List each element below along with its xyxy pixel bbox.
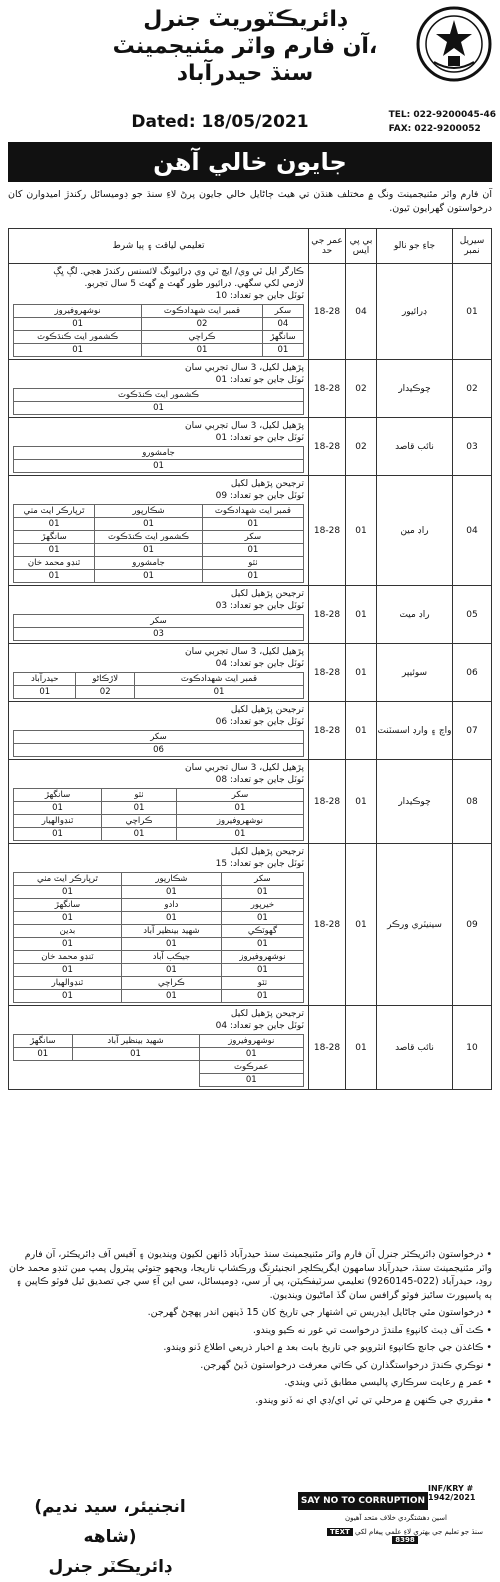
district-name: ڪراچي bbox=[121, 977, 221, 990]
district-table bbox=[13, 504, 304, 583]
signature-block bbox=[10, 1492, 210, 1582]
district-name: سانگهڙ bbox=[14, 1035, 73, 1048]
district-name-row bbox=[14, 815, 304, 828]
district-count: 01 bbox=[14, 402, 304, 415]
age-cell: 18-28 bbox=[309, 760, 346, 844]
header-serial: سيريل نمبر bbox=[453, 229, 492, 264]
title-line: آن فارم واٽر مئنيجمينٽ، bbox=[112, 34, 378, 59]
district-name: ٽنڊو محمد خان bbox=[14, 557, 95, 570]
instruction-item: • عمر ۾ رعايت سرڪاري پاليسي مطابق ڏني ويندي. bbox=[284, 1377, 492, 1388]
district-count: 01 bbox=[121, 938, 221, 951]
sms-number: 8398 bbox=[392, 1536, 417, 1544]
table-row bbox=[9, 264, 492, 360]
district-count-row bbox=[14, 344, 304, 357]
qualification-line: پڙهيل لکيل، 3 سال تجربي سان bbox=[185, 421, 304, 431]
serial-cell: 08 bbox=[453, 760, 492, 844]
district-count-row bbox=[14, 938, 304, 951]
qualification-line: ٽوٽل جاين جو تعداد: 03 bbox=[215, 601, 304, 611]
district-name: ٿرپارڪر ايٽ مٺي bbox=[14, 505, 95, 518]
district-name: ٽنڊو محمد خان bbox=[14, 951, 122, 964]
district-name: ٺٽو bbox=[102, 789, 177, 802]
district-table bbox=[13, 614, 304, 641]
qualification-cell bbox=[9, 586, 309, 644]
qualification-cell bbox=[9, 476, 309, 586]
district-count-row bbox=[14, 544, 304, 557]
qualification-line: ٽوٽل جاين جو تعداد: 06 bbox=[215, 717, 304, 727]
district-name: سکر bbox=[202, 531, 303, 544]
district-count: 01 bbox=[14, 802, 102, 815]
district-name: قمبر ايٽ شهدادڪوٽ bbox=[142, 305, 263, 318]
district-count-row bbox=[14, 460, 304, 473]
intro-text: آن فارم واٽر مئنيجمينٽ ونگ ۾ مختلف هنڌن تي هيٺ ڄاڻايل خالي جايون پرڻ لاءِ سنڌ جو ڊوميسائل رکندڙ اميدوارن کان درخواستون گهرايون ٿيون. bbox=[8, 189, 492, 214]
district-name: شڪارپور bbox=[95, 505, 203, 518]
table-header-row bbox=[9, 229, 492, 264]
fax-number: FAX: 022-9200052 bbox=[388, 124, 481, 134]
district-count: 01 bbox=[14, 570, 95, 583]
district-name-row bbox=[14, 531, 304, 544]
district-count-row bbox=[14, 1074, 304, 1087]
district-name: ٽنڊوالهيار bbox=[14, 977, 122, 990]
district-name: حيدرآباد bbox=[14, 673, 76, 686]
district-name-row bbox=[14, 899, 304, 912]
instruction-item: • ڪاغذن جي جانچ ڪانپوءِ انٽرويو جي تاريخ بابت بعد ۾ اخبار ذريعي اطلاع ڏنو ويندو. bbox=[163, 1342, 492, 1353]
post-cell: سوئيپر bbox=[377, 644, 453, 702]
district-name: ٽنڊوالهيار bbox=[14, 815, 102, 828]
signature-name: (انجنيئر، سيد نديم شاهه) bbox=[34, 1497, 186, 1547]
sms-line bbox=[320, 1528, 490, 1544]
age-cell: 18-28 bbox=[309, 1006, 346, 1090]
table-row bbox=[9, 644, 492, 702]
qualification-line: ڪارگر ايل ٽي وي/ ايڇ ٽي وي ڊرائيونگ لائسنس رکندڙ هجي. لڳ ڀڳ bbox=[53, 267, 304, 277]
district-count: 01 bbox=[14, 938, 122, 951]
tel-number: TEL: 022-9200045-46 bbox=[388, 110, 496, 120]
district-count: 01 bbox=[102, 802, 177, 815]
district-count-row bbox=[14, 570, 304, 583]
serial-cell: 05 bbox=[453, 586, 492, 644]
district-count: 01 bbox=[14, 964, 122, 977]
anti-terror-line: اسين دهشتگردي خلاف متحد آهيون bbox=[345, 1514, 447, 1522]
serial-cell: 04 bbox=[453, 476, 492, 586]
header-bps: بي پي ايس bbox=[346, 229, 377, 264]
title-line: ڊائريڪٽوريٽ جنرل bbox=[143, 7, 347, 32]
bps-cell: 01 bbox=[346, 476, 377, 586]
district-name: نوشهروفيروز bbox=[14, 305, 142, 318]
district-count: 01 bbox=[95, 518, 203, 531]
district-count: 03 bbox=[14, 628, 304, 641]
age-cell: 18-28 bbox=[309, 476, 346, 586]
district-count: 01 bbox=[14, 686, 76, 699]
serial-cell: 01 bbox=[453, 264, 492, 360]
district-name: سانگهڙ bbox=[14, 531, 95, 544]
organization-title bbox=[90, 6, 400, 87]
table-row bbox=[9, 418, 492, 476]
district-count: 01 bbox=[221, 990, 303, 1003]
district-name-row bbox=[14, 331, 304, 344]
sindh-government-seal-icon bbox=[414, 4, 494, 88]
contact-info bbox=[389, 108, 496, 136]
district-name: سانگهڙ bbox=[14, 789, 102, 802]
age-cell: 18-28 bbox=[309, 264, 346, 360]
district-name: ڪشمور ايٽ ڪنڌڪوٽ bbox=[14, 389, 304, 402]
post-cell: سينيٽري ورڪر bbox=[377, 844, 453, 1006]
district-name: ڪشمور ايٽ ڪنڌڪوٽ bbox=[95, 531, 203, 544]
district-count: 01 bbox=[262, 344, 303, 357]
district-count: 01 bbox=[14, 518, 95, 531]
district-count: 01 bbox=[14, 318, 142, 331]
district-count: 01 bbox=[14, 460, 304, 473]
district-name-row bbox=[14, 305, 304, 318]
district-count: 01 bbox=[14, 886, 122, 899]
age-cell: 18-28 bbox=[309, 586, 346, 644]
district-name-row bbox=[14, 951, 304, 964]
district-name: ٿرپارڪر ايٽ مٺي bbox=[14, 873, 122, 886]
district-name: نوشهروفيروز bbox=[221, 951, 303, 964]
district-count: 01 bbox=[199, 1048, 303, 1061]
qualification-cell bbox=[9, 844, 309, 1006]
qualification-cell bbox=[9, 1006, 309, 1090]
post-cell: نائب قاصد bbox=[377, 1006, 453, 1090]
qualification-cell bbox=[9, 702, 309, 760]
district-count: 01 bbox=[72, 1048, 199, 1061]
inf-number: INF/KRY # 1942/2021 bbox=[428, 1484, 476, 1502]
qualification-line: ٽوٽل جاين جو تعداد: 04 bbox=[215, 1021, 304, 1031]
district-name-row bbox=[14, 673, 304, 686]
bps-cell: 02 bbox=[346, 418, 377, 476]
district-name: ڪراچي bbox=[142, 331, 263, 344]
district-count: 06 bbox=[14, 744, 304, 757]
qualification-cell bbox=[9, 760, 309, 844]
district-name: ڪشمور ايٽ ڪنڌڪوٽ bbox=[14, 331, 142, 344]
bps-cell: 01 bbox=[346, 760, 377, 844]
post-cell: چوڪيدار bbox=[377, 360, 453, 418]
district-count: 01 bbox=[14, 344, 142, 357]
district-name-row bbox=[14, 925, 304, 938]
district-count: 01 bbox=[14, 828, 102, 841]
district-count: 01 bbox=[95, 544, 203, 557]
district-count-row bbox=[14, 828, 304, 841]
district-count: 01 bbox=[14, 912, 122, 925]
district-count-row bbox=[14, 402, 304, 415]
table-row bbox=[9, 760, 492, 844]
age-cell: 18-28 bbox=[309, 418, 346, 476]
district-count: 01 bbox=[121, 990, 221, 1003]
bps-cell: 01 bbox=[346, 644, 377, 702]
district-name-row bbox=[14, 615, 304, 628]
district-count-row bbox=[14, 318, 304, 331]
district-table bbox=[13, 304, 304, 357]
qualification-line: پڙهيل لکيل، 3 سال تجربي سان bbox=[185, 363, 304, 373]
instruction-item: • نوڪري ڪندڙ درخواستگذارن کي ڪاتي معرفت درخواستون ڏيڻ گهرجن. bbox=[200, 1359, 492, 1371]
qualification-line: ترجيحن پڙهيل لکيل bbox=[230, 847, 304, 857]
district-name: جامشورو bbox=[95, 557, 203, 570]
district-count: 01 bbox=[14, 1048, 73, 1061]
district-table bbox=[13, 388, 304, 415]
table-row bbox=[9, 586, 492, 644]
table-row bbox=[9, 360, 492, 418]
district-name: جيڪب آباد bbox=[121, 951, 221, 964]
district-count: 02 bbox=[142, 318, 263, 331]
age-cell: 18-28 bbox=[309, 844, 346, 1006]
date-line: Dated: 18/05/2021 bbox=[131, 112, 309, 132]
sms-text: سنڌ جو تعليم جي بهتري لاءِ علمي پيغام لکي bbox=[354, 1528, 483, 1536]
district-name: سانگهڙ bbox=[262, 331, 303, 344]
district-name-row bbox=[14, 447, 304, 460]
district-count: 01 bbox=[199, 1074, 303, 1087]
district-count: 01 bbox=[14, 544, 95, 557]
district-name-row bbox=[14, 505, 304, 518]
table-row bbox=[9, 476, 492, 586]
district-count: 01 bbox=[176, 802, 303, 815]
post-cell: راڊ مين bbox=[377, 476, 453, 586]
serial-cell: 02 bbox=[453, 360, 492, 418]
qualification-cell bbox=[9, 644, 309, 702]
table-row bbox=[9, 702, 492, 760]
sms-badge: TEXT bbox=[327, 1528, 353, 1536]
qualification-line: پڙهيل لکيل، 3 سال تجربي سان bbox=[185, 647, 304, 657]
qualification-line: ترجيحن پڙهيل لکيل bbox=[230, 1009, 304, 1019]
district-name: سکر bbox=[14, 731, 304, 744]
district-name-row bbox=[14, 1061, 304, 1074]
qualification-line: ٽوٽل جاين جو تعداد: 08 bbox=[215, 775, 304, 785]
district-count: 01 bbox=[221, 886, 303, 899]
jobs-available-banner: جايون خالي آهن bbox=[8, 142, 492, 182]
district-count-row bbox=[14, 744, 304, 757]
district-name: شهيد بينظير آباد bbox=[72, 1035, 199, 1048]
district-name: خيرپور bbox=[221, 899, 303, 912]
district-count-row bbox=[14, 912, 304, 925]
district-count: 02 bbox=[76, 686, 134, 699]
district-count: 01 bbox=[102, 828, 177, 841]
district-name: ٺٽو bbox=[202, 557, 303, 570]
district-count-row bbox=[14, 1048, 304, 1061]
qualification-line: ٽوٽل جاين جو تعداد: 04 bbox=[215, 659, 304, 669]
district-name: شڪارپور bbox=[121, 873, 221, 886]
qualification-cell bbox=[9, 360, 309, 418]
district-name: نوشهروفيروز bbox=[199, 1035, 303, 1048]
district-table bbox=[13, 788, 304, 841]
district-name: دادو bbox=[121, 899, 221, 912]
vacancies-table bbox=[8, 228, 492, 1090]
district-name-row bbox=[14, 977, 304, 990]
district-count-row bbox=[14, 686, 304, 699]
instruction-item: • درخواستون ڊائريڪٽر جنرل آن فارم واٽر مئنيجمينٽ سنڌ حيدرآباد ڏانهن لکيون وينديون ۽ آفيس آف ڊائريڪٽر، آن فارم واٽر مئنيجمينٽ سنڌ، حيدرآباد سامهون ايگريڪلچر انجنيئرنگ ورڪشاپ ناريجا، ويجهو جتوئي پيٽرول پمپ مين ٽنڊو محمد خان روڊ، حيدرآباد (022-9260145) تعليمي سرٽيفڪيٽن، پي آر سي، ڊوميسائل، سي اين آءِ سي جي تصديق ٿيل فوٽو ڪاپين ۽ ٻه پاسپورٽ سائيز فوٽو گرافس سان گڏ اماڻيون وينديون. bbox=[9, 1249, 492, 1301]
qualification-line: ٽوٽل جاين جو تعداد: 01 bbox=[215, 433, 304, 443]
header-post: جاءِ جو نالو bbox=[377, 229, 453, 264]
district-count-row bbox=[14, 886, 304, 899]
district-name: بدين bbox=[14, 925, 122, 938]
serial-cell: 09 bbox=[453, 844, 492, 1006]
district-count: 01 bbox=[142, 344, 263, 357]
district-count-row bbox=[14, 628, 304, 641]
header-age: عمر جي حد bbox=[309, 229, 346, 264]
district-name: سکر bbox=[262, 305, 303, 318]
vacancies-body bbox=[9, 264, 492, 1090]
instruction-item: • درخواستون مٿي ڄاڻايل ايڊريس تي اشتهار جي تاريخ کان 15 ڏينهن اندر پهچڻ گهرجن. bbox=[147, 1307, 492, 1318]
qualification-line: پڙهيل لکيل، 3 سال تجربي سان bbox=[185, 763, 304, 773]
qualification-line: ٽوٽل جاين جو تعداد: 09 bbox=[215, 491, 304, 501]
bps-cell: 01 bbox=[346, 844, 377, 1006]
district-table bbox=[13, 872, 304, 1003]
signature-title: ڊائريڪٽر جنرل bbox=[48, 1557, 172, 1577]
district-name: نوشهروفيروز bbox=[176, 815, 303, 828]
district-name: سکر bbox=[14, 615, 304, 628]
district-name-row bbox=[14, 1035, 304, 1048]
age-cell: 18-28 bbox=[309, 644, 346, 702]
district-name: لاڙڪاڻو bbox=[76, 673, 134, 686]
qualification-line: ٽوٽل جاين جو تعداد: 15 bbox=[215, 859, 304, 869]
table-row bbox=[9, 844, 492, 1006]
district-count: 01 bbox=[95, 570, 203, 583]
instruction-item: • ڪٽ آف ڊيٽ کانپوءِ ملندڙ درخواست تي غور نه ڪيو ويندو. bbox=[252, 1324, 492, 1336]
post-cell: نائب قاصد bbox=[377, 418, 453, 476]
district-count: 01 bbox=[221, 938, 303, 951]
district-name-row bbox=[14, 731, 304, 744]
district-count: 01 bbox=[202, 570, 303, 583]
district-count: 01 bbox=[221, 964, 303, 977]
district-count: 01 bbox=[121, 886, 221, 899]
instructions bbox=[8, 1248, 492, 1411]
district-table bbox=[13, 1034, 304, 1087]
header-qualification: تعليمي لياقت ۽ ٻيا شرط bbox=[9, 229, 309, 264]
district-name: گهوٽڪي bbox=[221, 925, 303, 938]
district-count-row bbox=[14, 518, 304, 531]
say-no-to-corruption-badge: SAY NO TO CORRUPTION bbox=[298, 1492, 428, 1510]
district-name-row bbox=[14, 557, 304, 570]
qualification-line: لازمي لکي سگهي. ڊرائيور طور گهٽ ۾ گهٽ 5 سال تجربو. bbox=[84, 279, 304, 289]
post-cell: ڊرائيور bbox=[377, 264, 453, 360]
header bbox=[0, 0, 500, 140]
district-table bbox=[13, 730, 304, 757]
district-name: جامشورو bbox=[14, 447, 304, 460]
district-name: عمرڪوٽ bbox=[199, 1061, 303, 1074]
district-name-row bbox=[14, 389, 304, 402]
qualification-line: ٽوٽل جاين جو تعداد: 10 bbox=[215, 291, 304, 301]
district-name: سکر bbox=[221, 873, 303, 886]
age-cell: 18-28 bbox=[309, 702, 346, 760]
district-name: ٺٽو bbox=[221, 977, 303, 990]
serial-cell: 07 bbox=[453, 702, 492, 760]
bps-cell: 01 bbox=[346, 586, 377, 644]
district-name-row bbox=[14, 789, 304, 802]
district-count: 01 bbox=[202, 544, 303, 557]
post-cell: واچ ۽ وارڊ اسسٽنٽ bbox=[377, 702, 453, 760]
district-table bbox=[13, 446, 304, 473]
post-cell: چوڪيدار bbox=[377, 760, 453, 844]
qualification-cell bbox=[9, 418, 309, 476]
qualification-cell bbox=[9, 264, 309, 360]
district-count: 01 bbox=[176, 828, 303, 841]
district-name: قمبر ايٽ شهدادڪوٽ bbox=[202, 505, 303, 518]
district-count: 01 bbox=[14, 990, 122, 1003]
serial-cell: 10 bbox=[453, 1006, 492, 1090]
qualification-line: ترجيحن پڙهيل لکيل bbox=[230, 705, 304, 715]
post-cell: راڊ ميٽ bbox=[377, 586, 453, 644]
district-count: 01 bbox=[221, 912, 303, 925]
district-count-row bbox=[14, 990, 304, 1003]
district-count: 01 bbox=[121, 912, 221, 925]
bps-cell: 02 bbox=[346, 360, 377, 418]
serial-cell: 06 bbox=[453, 644, 492, 702]
district-count: 01 bbox=[121, 964, 221, 977]
qualification-line: ترجيحن پڙهيل لکيل bbox=[230, 589, 304, 599]
instruction-item: • مقرري جي ڪنهن ۾ مرحلي تي ٽي اي/ڊي اي نه ڏنو ويندو. bbox=[255, 1394, 492, 1406]
district-count: 04 bbox=[262, 318, 303, 331]
district-name: قمبر ايٽ شهدادڪوٽ bbox=[134, 673, 303, 686]
district-count-row bbox=[14, 964, 304, 977]
bps-cell: 04 bbox=[346, 264, 377, 360]
district-count: 01 bbox=[202, 518, 303, 531]
district-name: شهيد بينظير آباد bbox=[121, 925, 221, 938]
district-count: 01 bbox=[134, 686, 303, 699]
bps-cell: 01 bbox=[346, 702, 377, 760]
district-name: سکر bbox=[176, 789, 303, 802]
age-cell: 18-28 bbox=[309, 360, 346, 418]
title-line: سنڌ حيدرآباد bbox=[176, 61, 314, 86]
district-name-row bbox=[14, 873, 304, 886]
district-table bbox=[13, 672, 304, 699]
serial-cell: 03 bbox=[453, 418, 492, 476]
bps-cell: 01 bbox=[346, 1006, 377, 1090]
district-count-row bbox=[14, 802, 304, 815]
qualification-line: ٽوٽل جاين جو تعداد: 01 bbox=[215, 375, 304, 385]
qualification-line: ترجيحن پڙهيل لکيل bbox=[230, 479, 304, 489]
table-row bbox=[9, 1006, 492, 1090]
district-name: سانگهڙ bbox=[14, 899, 122, 912]
district-name: ڪراچي bbox=[102, 815, 177, 828]
